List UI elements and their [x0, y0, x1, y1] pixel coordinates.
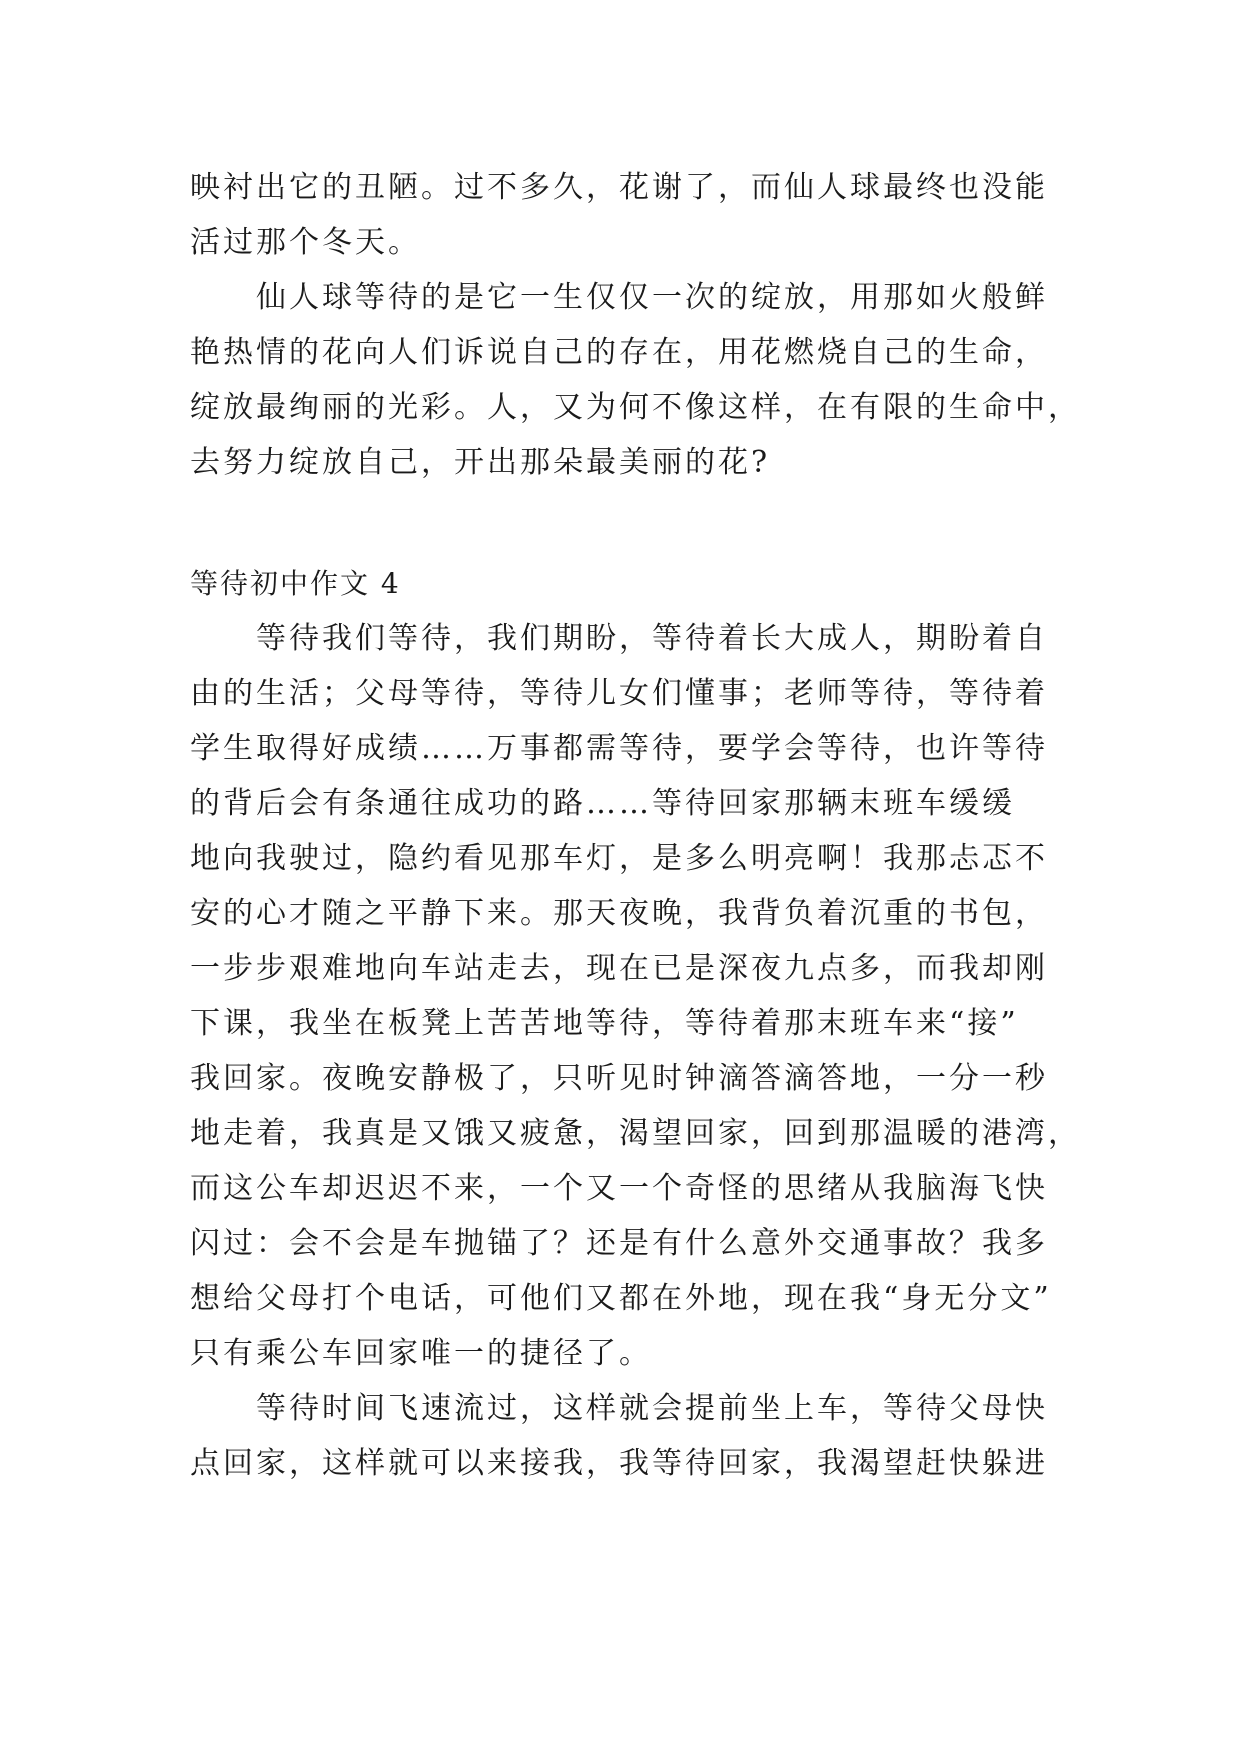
text-line: 等待我们等待，我们期盼，等待着长大成人，期盼着自: [256, 621, 1048, 656]
text-line: 安的心才随之平静下来。那天夜晚，我背负着沉重的书包，: [190, 896, 1048, 931]
section-title: 等待初中作文 4: [190, 567, 401, 600]
section-spacer: [190, 490, 1052, 556]
text-line: 地向我驶过，隐约看见那车灯，是多么明亮啊！我那忐忑不: [190, 841, 1048, 876]
text-line: 活过那个冬天。: [190, 225, 421, 260]
text-line: 的背后会有条通往成功的路……等待回家那辆末班车缓缓: [190, 786, 1015, 821]
text-line: 而这公车却迟迟不来，一个又一个奇怪的思绪从我脑海飞快: [190, 1171, 1048, 1206]
text-line: 仙人球等待的是它一生仅仅一次的绽放，用那如火般鲜: [256, 280, 1048, 315]
paragraph-time: [190, 1381, 1052, 1491]
text-line: 绽放最绚丽的光彩。人，又为何不像这样，在有限的生命中，: [190, 390, 1081, 425]
text-line: 去努力绽放自己，开出那朵最美丽的花?: [190, 445, 771, 480]
text-line: 学生取得好成绩……万事都需等待，要学会等待，也许等待: [190, 731, 1048, 766]
text-line: 地走着，我真是又饿又疲惫，渴望回家，回到那温暖的港湾，: [190, 1116, 1081, 1151]
text-line: 想给父母打个电话，可他们又都在外地，现在我“身无分文”: [190, 1281, 1052, 1316]
document-body: [190, 160, 1081, 1491]
paragraph-cactus: [190, 270, 1081, 490]
text-line: 闪过：会不会是车抛锚了？还是有什么意外交通事故？我多: [190, 1226, 1048, 1261]
text-line: 等待时间飞速流过，这样就会提前坐上车，等待父母快: [256, 1391, 1048, 1426]
text-line: 下课，我坐在板凳上苦苦地等待，等待着那末班车来“接”: [190, 1006, 1019, 1041]
text-line: 只有乘公车回家唯一的捷径了。: [190, 1336, 652, 1371]
text-line: 映衬出它的丑陋。过不多久，花谢了，而仙人球最终也没能: [190, 170, 1048, 205]
text-line: 我回家。夜晚安静极了，只听见时钟滴答滴答地，一分一秒: [190, 1061, 1048, 1096]
text-line: 点回家，这样就可以来接我，我等待回家，我渴望赶快躲进: [190, 1446, 1048, 1481]
paragraph-waiting: [190, 611, 1081, 1381]
paragraph-continuation: [190, 160, 1052, 270]
text-line: 由的生活；父母等待，等待儿女们懂事；老师等待，等待着: [190, 676, 1048, 711]
text-line: 艳热情的花向人们诉说自己的存在，用花燃烧自己的生命，: [190, 335, 1048, 370]
text-line: 一步步艰难地向车站走去，现在已是深夜九点多，而我却刚: [190, 951, 1048, 986]
